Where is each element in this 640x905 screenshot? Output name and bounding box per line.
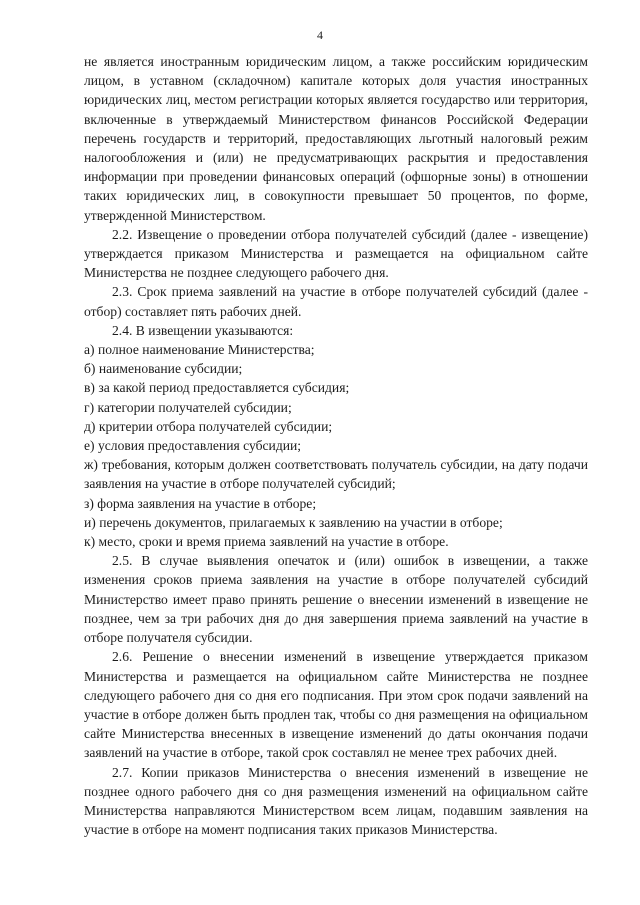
paragraph-2-4: 2.4. В извещении указываются: <box>112 322 294 338</box>
list-item-e: е) условия предоставления субсидии; <box>84 438 302 454</box>
paragraph-2-2: 2.2. Извещение о проведении отбора получателей субсидий (далее - извещение) утверждается приказом Министерства и размещается на официальном сайте Министерства не позднее следующего рабочего дня. <box>84 226 588 281</box>
list-item-i: и) перечень документов, прилагаемых к заявлению на участии в отборе; <box>84 514 503 530</box>
page-number: 4 <box>317 28 323 42</box>
document-body <box>84 52 588 839</box>
list-item-b: б) наименование субсидии; <box>84 361 243 377</box>
paragraph-2-5: 2.5. В случае выявления опечаток и (или) ошибок в извещении, а также изменения сроков приема заявления на участие в отборе получателей субсидий Министерство имеет право принять решение о внесении изменений в извещение не позднее, чем за три рабочих дня до дня завершения приема заявлений на участие в отборе получателя субсидии. <box>84 553 588 646</box>
list-item-v: в) за какой период предоставляется субсидия; <box>84 380 350 396</box>
paragraph-continuation: не является иностранным юридическим лицом, а также российским юридическим лицом, в уставном (складочном) капитале которых доля участия иностранных юридических лиц, местом регистрации которых является государство или территория, включенные в утверждаемый Министерством финансов Российской Федерации перечень государств и территорий, предоставляющих льготный налоговый режим налогообложения и (или) не предусматривающих раскрытия и предоставления информации при проведении финансовых операций (офшорные зоны) в отношении таких юридических лиц, в совокупности превышает 50 процентов, по форме, утвержденной Министерством. <box>84 54 588 223</box>
paragraph-2-3: 2.3. Срок приема заявлений на участие в отборе получателей субсидий (далее - отбор) составляет пять рабочих дней. <box>84 284 588 319</box>
list-item-k: к) место, сроки и время приема заявлений на участие в отборе. <box>84 534 449 550</box>
paragraph-2-7: 2.7. Копии приказов Министерства о внесения изменений в извещение не позднее одного рабочего дня со дня размещения изменений на официальном сайте Министерства направляются Министерством всем лицам, подавшим заявления на участие в отборе на момент подписания таких приказов Министерства. <box>84 764 588 838</box>
list-item-d: д) критерии отбора получателей субсидии; <box>84 418 333 434</box>
list-item-z: з) форма заявления на участие в отборе; <box>84 495 317 511</box>
paragraph-2-6: 2.6. Решение о внесении изменений в извещение утверждается приказом Министерства и размещается на официальном сайте Министерства не позднее следующего рабочего дня со дня его подписания. При этом срок подачи заявлений на участие в отборе должен быть продлен так, чтобы со дня размещения на официальном сайте Министерства внесенных в извещение изменений до даты окончания подачи заявлений на участие в отборе, такой срок составлял не менее трех рабочих дней. <box>84 649 588 761</box>
list-item-g: г) категории получателей субсидии; <box>84 399 292 415</box>
list-item-zh: ж) требования, которым должен соответствовать получатель субсидии, на дату подачи заявления на участие в отборе получателей субсидий; <box>84 457 588 492</box>
list-item-a: а) полное наименование Министерства; <box>84 342 315 358</box>
